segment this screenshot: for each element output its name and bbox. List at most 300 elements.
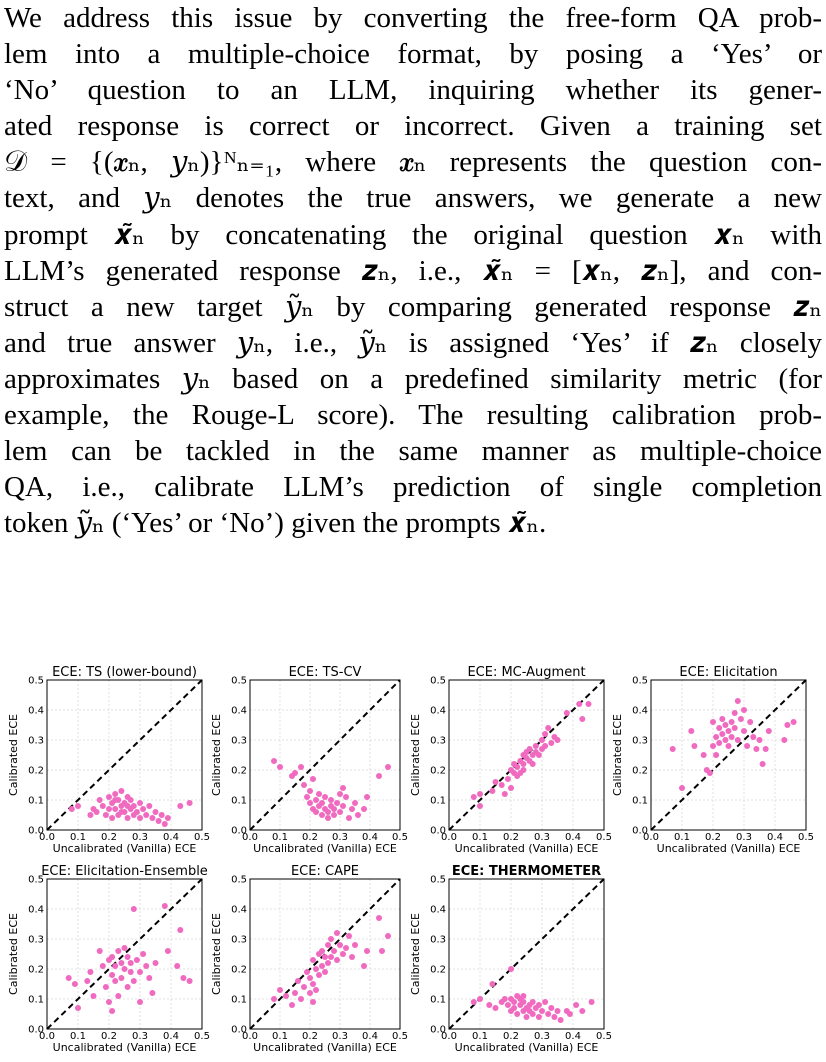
x-tick-label: 0.4 xyxy=(362,1031,378,1042)
x-tick-label: 0.2 xyxy=(101,1031,117,1042)
data-point xyxy=(109,815,115,821)
data-point xyxy=(106,794,112,800)
paragraph-line: QA, i.e., calibrate LLM’s prediction of single completion xyxy=(4,471,822,504)
y-tick-label: 0.1 xyxy=(28,994,44,1006)
y-tick-label: 0.1 xyxy=(231,994,247,1006)
y-axis-label: Calibrated ECE xyxy=(7,714,20,796)
paragraph-line: lem into a multiple-choice format, by posing a ‘Yes’ or xyxy=(4,38,822,71)
data-point xyxy=(520,999,526,1005)
y-tick-label: 0.0 xyxy=(28,825,44,837)
x-tick-label: 0.3 xyxy=(534,1031,550,1042)
data-point xyxy=(328,797,334,803)
data-point xyxy=(791,719,797,725)
y-axis-label: Calibrated ECE xyxy=(210,714,223,796)
data-point xyxy=(125,984,131,990)
data-point xyxy=(579,716,585,722)
data-point xyxy=(298,996,304,1002)
data-point xyxy=(295,978,301,984)
y-tick-label: 0.4 xyxy=(28,705,44,717)
data-point xyxy=(177,927,183,933)
data-point xyxy=(301,782,307,788)
x-axis-label: Uncalibrated (Vanilla) ECE xyxy=(52,842,197,855)
data-point xyxy=(716,740,722,746)
y-tick-label: 0.2 xyxy=(231,765,247,777)
data-point xyxy=(542,731,548,737)
x-tick-label: 0.1 xyxy=(674,832,690,843)
y-tick-label: 0.3 xyxy=(430,934,446,946)
data-point xyxy=(103,984,109,990)
data-point xyxy=(100,803,106,809)
paragraph-line: approximates 𝑦ₙ based on a predefined similarity metric (for xyxy=(4,362,822,395)
data-point xyxy=(165,815,171,821)
data-point xyxy=(304,969,310,975)
data-point xyxy=(760,761,766,767)
x-tick-label: 0.4 xyxy=(362,832,378,843)
data-point xyxy=(134,809,140,815)
data-point xyxy=(722,722,728,728)
data-point xyxy=(304,794,310,800)
data-point xyxy=(784,722,790,728)
paragraph-line: and true answer 𝑦ₙ, i.e., 𝑦̃ₙ is assigned ‘Yes’ if 𝒛ₙ closely xyxy=(4,326,822,359)
y-tick-label: 0.4 xyxy=(430,705,446,717)
x-tick-label: 0.5 xyxy=(392,1031,408,1042)
scatter-panel xyxy=(7,864,210,1054)
y-axis-label: Calibrated ECE xyxy=(409,913,422,995)
data-point xyxy=(301,984,307,990)
y-tick-label: 0.5 xyxy=(430,675,446,687)
x-tick-label: 0.4 xyxy=(767,832,783,843)
data-point xyxy=(729,719,735,725)
panel-title: ECE: Elicitation-Ensemble xyxy=(41,864,208,879)
paragraph-line: text, and 𝑦ₙ denotes the true answers, we generate a new xyxy=(4,182,822,215)
data-point xyxy=(106,806,112,812)
y-axis-label: Calibrated ECE xyxy=(210,913,223,995)
y-tick-label: 0.4 xyxy=(231,904,247,916)
data-point xyxy=(385,933,391,939)
data-point xyxy=(118,960,124,966)
data-point xyxy=(551,1014,557,1020)
data-point xyxy=(162,903,168,909)
data-point xyxy=(548,1005,554,1011)
data-point xyxy=(343,945,349,951)
x-tick-label: 0.4 xyxy=(565,1031,581,1042)
data-point xyxy=(539,1008,545,1014)
data-point xyxy=(153,809,159,815)
y-tick-label: 0.5 xyxy=(632,675,648,687)
data-point xyxy=(539,737,545,743)
data-point xyxy=(505,1002,511,1008)
data-point xyxy=(97,948,103,954)
data-point xyxy=(691,743,697,749)
data-point xyxy=(271,996,277,1002)
y-tick-label: 0.0 xyxy=(231,825,247,837)
y-tick-label: 0.2 xyxy=(430,964,446,976)
data-point xyxy=(69,806,75,812)
data-point xyxy=(536,752,542,758)
x-tick-label: 0.3 xyxy=(132,832,148,843)
data-point xyxy=(131,906,137,912)
data-point xyxy=(555,737,561,743)
data-point xyxy=(471,999,477,1005)
data-point xyxy=(530,999,536,1005)
x-tick-label: 0.3 xyxy=(332,832,348,843)
data-point xyxy=(527,746,533,752)
data-point xyxy=(128,960,134,966)
y-axis-label: Calibrated ECE xyxy=(409,714,422,796)
paragraph-line: struct a new target 𝑦̃ₙ by comparing generated response 𝒛ₙ xyxy=(4,290,822,323)
x-tick-label: 0.1 xyxy=(472,832,488,843)
data-point xyxy=(337,942,343,948)
data-point xyxy=(379,948,385,954)
data-point xyxy=(313,987,319,993)
y-tick-label: 0.0 xyxy=(28,1024,44,1036)
data-point xyxy=(710,719,716,725)
data-point xyxy=(477,791,483,797)
panel-title: ECE: TS (lower-bound) xyxy=(52,665,197,680)
data-point xyxy=(187,800,193,806)
data-point xyxy=(153,960,159,966)
data-point xyxy=(125,815,131,821)
x-tick-label: 0.1 xyxy=(70,1031,86,1042)
data-point xyxy=(325,960,331,966)
data-point xyxy=(109,1008,115,1014)
data-point xyxy=(277,987,283,993)
data-point xyxy=(511,1005,517,1011)
y-tick-label: 0.5 xyxy=(28,874,44,886)
panel-title: ECE: THERMOMETER xyxy=(451,864,602,879)
data-point xyxy=(567,1011,573,1017)
data-point xyxy=(533,743,539,749)
y-tick-label: 0.3 xyxy=(231,934,247,946)
data-point xyxy=(162,821,168,827)
data-point xyxy=(106,999,112,1005)
paragraph-line: We address this issue by converting the free-form QA prob- xyxy=(4,2,822,34)
data-point xyxy=(331,948,337,954)
data-point xyxy=(679,785,685,791)
data-point xyxy=(97,797,103,803)
x-tick-label: 0.3 xyxy=(736,832,752,843)
data-point xyxy=(352,800,358,806)
data-point xyxy=(140,951,146,957)
data-point xyxy=(118,975,124,981)
x-axis-label: Uncalibrated (Vanilla) ECE xyxy=(656,842,801,855)
panel-title: ECE: MC-Augment xyxy=(467,665,586,680)
data-point xyxy=(722,737,728,743)
paragraph-line: LLM’s generated response 𝒛ₙ, i.e., 𝒙̃ₙ = [𝒙ₙ, 𝒛ₙ], and con- xyxy=(4,254,822,287)
diagonal-line xyxy=(47,879,202,1029)
data-point xyxy=(84,978,90,984)
data-point xyxy=(558,1017,564,1023)
data-point xyxy=(576,701,582,707)
data-point xyxy=(781,737,787,743)
data-point xyxy=(586,701,592,707)
x-tick-label: 0.0 xyxy=(242,1031,258,1042)
data-point xyxy=(146,975,152,981)
data-point xyxy=(137,969,143,975)
data-point xyxy=(143,812,149,818)
data-point xyxy=(530,1011,536,1017)
data-point xyxy=(688,728,694,734)
y-tick-label: 0.0 xyxy=(632,825,648,837)
data-point xyxy=(310,999,316,1005)
data-point xyxy=(489,981,495,987)
x-axis-label: Uncalibrated (Vanilla) ECE xyxy=(454,842,599,855)
data-point xyxy=(137,800,143,806)
data-point xyxy=(174,963,180,969)
data-point xyxy=(137,999,143,1005)
y-tick-label: 0.4 xyxy=(430,904,446,916)
data-point xyxy=(346,933,352,939)
x-tick-label: 0.0 xyxy=(39,1031,55,1042)
data-point xyxy=(112,978,118,984)
y-tick-label: 0.1 xyxy=(28,795,44,807)
data-point xyxy=(159,812,165,818)
data-point xyxy=(361,806,367,812)
data-point xyxy=(349,954,355,960)
x-tick-label: 0.2 xyxy=(503,1031,519,1042)
data-point xyxy=(524,1014,530,1020)
data-point xyxy=(322,969,328,975)
x-tick-label: 0.4 xyxy=(163,832,179,843)
data-point xyxy=(520,767,526,773)
x-tick-label: 0.1 xyxy=(272,1031,288,1042)
data-point xyxy=(493,1005,499,1011)
data-point xyxy=(122,945,128,951)
x-axis-label: Uncalibrated (Vanilla) ECE xyxy=(253,1041,397,1054)
paragraph-line: ‘No’ question to an LLM, inquiring whether its gener- xyxy=(4,74,822,107)
y-tick-label: 0.0 xyxy=(430,1024,446,1036)
data-point xyxy=(757,737,763,743)
data-point xyxy=(735,737,741,743)
x-tick-label: 0.0 xyxy=(242,832,258,843)
data-point xyxy=(514,1011,520,1017)
x-axis-label: Uncalibrated (Vanilla) ECE xyxy=(253,842,397,855)
ece-scatter-figure xyxy=(0,650,826,1057)
data-point xyxy=(292,770,298,776)
data-point xyxy=(313,797,319,803)
data-point xyxy=(670,746,676,752)
data-point xyxy=(313,809,319,815)
data-point xyxy=(713,734,719,740)
data-point xyxy=(271,758,277,764)
data-point xyxy=(763,746,769,752)
data-point xyxy=(530,761,536,767)
data-point xyxy=(707,770,713,776)
data-point xyxy=(493,779,499,785)
x-tick-label: 0.3 xyxy=(332,1031,348,1042)
data-point xyxy=(187,978,193,984)
y-tick-label: 0.2 xyxy=(28,964,44,976)
x-tick-label: 0.1 xyxy=(472,1031,488,1042)
data-point xyxy=(94,809,100,815)
data-point xyxy=(146,803,152,809)
y-tick-label: 0.1 xyxy=(231,795,247,807)
data-point xyxy=(289,1002,295,1008)
y-axis-label: Calibrated ECE xyxy=(7,913,20,995)
data-point xyxy=(328,954,334,960)
data-point xyxy=(726,743,732,749)
data-point xyxy=(579,1008,585,1014)
data-point xyxy=(112,963,118,969)
x-tick-label: 0.5 xyxy=(798,832,814,843)
data-point xyxy=(508,966,514,972)
data-point xyxy=(125,803,131,809)
data-point xyxy=(319,948,325,954)
data-point xyxy=(307,800,313,806)
x-tick-label: 0.5 xyxy=(194,832,210,843)
data-point xyxy=(477,803,483,809)
data-point xyxy=(277,764,283,770)
data-point xyxy=(753,746,759,752)
data-point xyxy=(545,725,551,731)
y-tick-label: 0.5 xyxy=(430,874,446,886)
data-point xyxy=(298,764,304,770)
data-point xyxy=(322,794,328,800)
data-point xyxy=(505,776,511,782)
x-axis-label: Uncalibrated (Vanilla) ECE xyxy=(52,1041,197,1054)
data-point xyxy=(140,806,146,812)
data-point xyxy=(545,1011,551,1017)
data-point xyxy=(514,764,520,770)
x-tick-label: 0.1 xyxy=(70,832,86,843)
panel-title: ECE: TS-CV xyxy=(288,665,362,680)
data-point xyxy=(738,716,744,722)
data-point xyxy=(328,936,334,942)
data-point xyxy=(331,812,337,818)
data-point xyxy=(87,969,93,975)
data-point xyxy=(128,797,134,803)
paragraph-line: 𝒟 = {(𝒙ₙ, 𝑦ₙ)}ᴺₙ₌₁, where 𝒙ₙ represents the question con- xyxy=(4,146,822,179)
panel-title: ECE: CAPE xyxy=(290,864,360,879)
data-point xyxy=(316,972,322,978)
y-tick-label: 0.2 xyxy=(231,964,247,976)
data-point xyxy=(732,725,738,731)
data-point xyxy=(573,1002,579,1008)
data-point xyxy=(555,1008,561,1014)
data-point xyxy=(340,803,346,809)
x-tick-label: 0.0 xyxy=(441,832,457,843)
data-point xyxy=(72,981,78,987)
data-point xyxy=(710,743,716,749)
data-point xyxy=(735,698,741,704)
data-point xyxy=(536,1002,542,1008)
data-point xyxy=(766,728,772,734)
data-point xyxy=(325,942,331,948)
data-point xyxy=(128,969,134,975)
data-point xyxy=(520,761,526,767)
data-point xyxy=(134,957,140,963)
data-point xyxy=(149,990,155,996)
diagonal-line xyxy=(651,680,806,830)
data-point xyxy=(310,981,316,987)
data-point xyxy=(307,788,313,794)
paragraph-line: prompt 𝒙̃ₙ by concatenating the original question 𝒙ₙ with xyxy=(4,218,822,251)
data-point xyxy=(346,815,352,821)
data-point xyxy=(109,954,115,960)
data-point xyxy=(313,966,319,972)
data-point xyxy=(310,957,316,963)
x-tick-label: 0.4 xyxy=(565,832,581,843)
x-tick-label: 0.2 xyxy=(302,832,318,843)
x-tick-label: 0.2 xyxy=(503,832,519,843)
data-point xyxy=(109,972,115,978)
data-point xyxy=(334,930,340,936)
y-tick-label: 0.0 xyxy=(430,825,446,837)
data-point xyxy=(741,707,747,713)
data-point xyxy=(508,785,514,791)
data-point xyxy=(486,1002,492,1008)
data-point xyxy=(747,719,753,725)
data-point xyxy=(137,815,143,821)
data-point xyxy=(337,809,343,815)
data-point xyxy=(548,740,554,746)
x-tick-label: 0.1 xyxy=(272,832,288,843)
data-point xyxy=(325,815,331,821)
data-point xyxy=(589,999,595,1005)
data-point xyxy=(115,993,121,999)
x-tick-label: 0.5 xyxy=(194,1031,210,1042)
data-point xyxy=(322,954,328,960)
data-point xyxy=(334,800,340,806)
y-tick-label: 0.4 xyxy=(231,705,247,717)
data-point xyxy=(118,788,124,794)
data-point xyxy=(307,975,313,981)
data-point xyxy=(156,818,162,824)
data-point xyxy=(337,791,343,797)
x-tick-label: 0.4 xyxy=(163,1031,179,1042)
x-tick-label: 0.0 xyxy=(39,832,55,843)
data-point xyxy=(564,710,570,716)
data-point xyxy=(542,743,548,749)
x-tick-label: 0.3 xyxy=(534,832,550,843)
data-point xyxy=(376,773,382,779)
data-point xyxy=(376,915,382,921)
data-point xyxy=(716,725,722,731)
data-point xyxy=(499,782,505,788)
data-point xyxy=(343,794,349,800)
y-tick-label: 0.2 xyxy=(28,765,44,777)
paragraph-line: ated response is correct or incorrect. Given a training set xyxy=(4,110,822,143)
x-tick-label: 0.2 xyxy=(705,832,721,843)
data-point xyxy=(310,776,316,782)
y-tick-label: 0.3 xyxy=(430,735,446,747)
y-tick-label: 0.3 xyxy=(632,735,648,747)
data-point xyxy=(726,728,732,734)
y-tick-label: 0.3 xyxy=(28,934,44,946)
y-tick-label: 0.0 xyxy=(231,1024,247,1036)
scatter-panel xyxy=(210,665,408,855)
data-point xyxy=(477,996,483,1002)
scatter-panel xyxy=(210,864,408,1054)
paragraph-line: token 𝑦̃ₙ (‘Yes’ or ‘No’) given the prompts 𝒙̃ₙ. xyxy=(4,507,547,540)
x-tick-label: 0.3 xyxy=(132,1031,148,1042)
data-point xyxy=(719,731,725,737)
x-tick-label: 0.5 xyxy=(392,832,408,843)
data-point xyxy=(100,963,106,969)
body-paragraph xyxy=(4,0,822,541)
data-point xyxy=(349,806,355,812)
scatter-panel xyxy=(409,665,612,855)
data-point xyxy=(103,812,109,818)
data-point xyxy=(131,978,137,984)
data-point xyxy=(729,734,735,740)
data-point xyxy=(542,999,548,1005)
data-point xyxy=(732,710,738,716)
data-point xyxy=(364,948,370,954)
data-point xyxy=(87,812,93,818)
y-tick-label: 0.4 xyxy=(28,904,44,916)
scatter-panel xyxy=(409,864,612,1054)
